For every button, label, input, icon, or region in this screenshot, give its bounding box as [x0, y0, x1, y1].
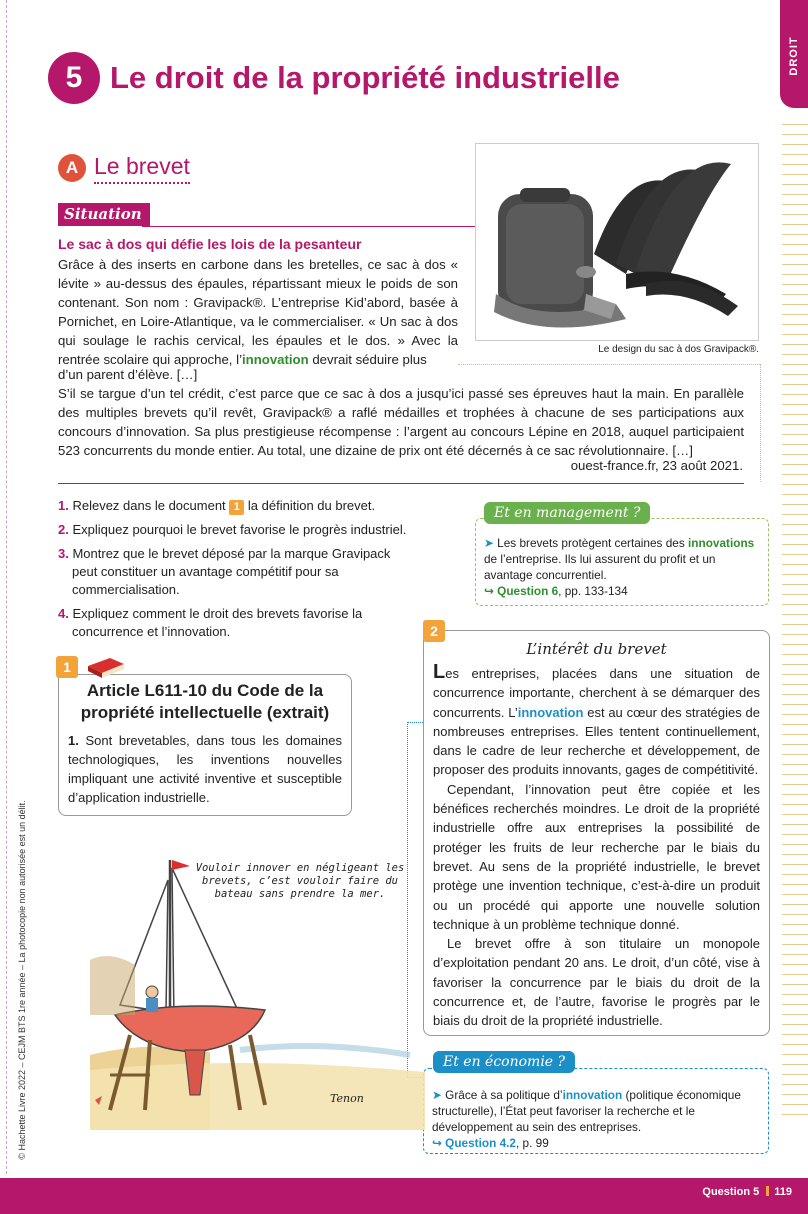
footer-label: Question 5 119	[702, 1186, 792, 1198]
copyright-notice: © Hachette Livre 2022 – CEJM BTS 1re année – La photocopie non autorisée est un délit.	[17, 800, 27, 1160]
question-4: 4. Expliquez comment le droit des brevets favorise la concurrence et l’innovation.	[58, 606, 363, 639]
document-2-title: L’intérêt du brevet	[526, 640, 667, 658]
document-1-title: Article L611-10 du Code de la propriété intellectuelle (extrait)	[80, 681, 330, 722]
page-number: 119	[774, 1186, 792, 1198]
keyword-innovation: innovation	[517, 704, 584, 720]
gravipack-photo	[475, 143, 759, 341]
doc-badge: 1	[229, 500, 244, 515]
cartoon-signature: Tenon	[330, 1092, 364, 1105]
footer-bar	[0, 1178, 808, 1214]
left-margin-dots	[6, 0, 7, 1174]
question-1: 1. Relevez dans le document 1 la définition du brevet.	[58, 498, 376, 513]
section-letter: A	[58, 154, 86, 182]
cartoon-caption: Vouloir innover en négligeant les brevets, c’est vouloir faire du bateau sans prendre la mer.	[195, 862, 405, 900]
document-1-number: 1	[56, 656, 78, 678]
management-label: Et en management ?	[484, 502, 650, 524]
situation-rule	[142, 226, 475, 227]
document-2-text: Les entreprises, placées dans une situation de concurrence importante, cherchent à se démarquer des concurrents. L’innovation est au cœur des stratégies de nombreuses entreprises. Elles tentent continuellement, dans le cadre de leur recherche et développement, de proposer des produits innovants, gages de compétitivité. Cependant, l’innovation peut être copiée et les bénéfices recherchés moindres. Le droit de la propriété industrielle offre aux entreprises la possibilité de protéger les fruits de leur recherche par le biais du brevet. Au sens de la propriété industrielle, le brevet protège une invention technique, c’est-à-dire un produit ou un procédé qui apporte une nouvelle solution technique à un problème technique donné. Le brevet offre à son titulaire un monopole d’exploitation pendant 20 ans. Le droit, d’un côté, vise à favoriser la concurrence par le biais du droit de la concurrence et, de l’autre, favorise le progrès par le biais du droit de la propriété industrielle.	[433, 661, 760, 1029]
dotted-connector	[407, 722, 423, 723]
right-margin-lines	[782, 115, 808, 1115]
cross-reference-link[interactable]: ↪ Question 6	[484, 584, 559, 598]
backpack-illustration	[476, 144, 759, 341]
separator-rule	[58, 483, 744, 484]
chevron-right-icon: ➤	[484, 536, 494, 550]
dotted-connector	[458, 364, 760, 365]
management-text: ➤ Les brevets protègent certaines des innovations de l’entreprise. Ils lui assurent du profit et un avantage concurrentiel. ↪ Question 6, pp. 133-134	[484, 536, 755, 598]
chapter-title: Le droit de la propriété industrielle	[110, 60, 620, 95]
questions-list	[58, 497, 418, 647]
economy-text: ➤ Grâce à sa politique d’innovation (politique économique structurelle), l’État peut favoriser la recherche et le développement au sein des entreprises. ↪ Question 4.2, p. 99	[432, 1088, 741, 1150]
situation-source: ouest-france.fr, 23 août 2021.	[570, 458, 743, 473]
code-book-icon	[86, 656, 126, 680]
situation-paragraph-1: Grâce à des inserts en carbone dans les bretelles, ce sac à dos « lévite » au-dessus des épaules, répartissant mieux le poids de son contenant. Son nom : Gravipack®. L’entreprise Kid’abord, basée à Pornichet, en Loire-Atlantique, va le commercialiser. « Un sac à dos qui soulage le rachis cervical, les épaules et le dos. » Avec la rentrée scolaire qui approche, l’innovation devrait séduire plus	[58, 257, 458, 367]
chevron-right-icon: ➤	[432, 1088, 442, 1102]
question-3: 3. Montrez que le brevet déposé par la marque Gravipack peut constituer un avantage compétitif pour sa commercialisation.	[58, 546, 391, 597]
situation-doc-title: Le sac à dos qui défie les lois de la pesanteur	[58, 236, 362, 252]
keyword-innovation: innovation	[242, 352, 309, 367]
document-1-text: 1. Sont brevetables, dans tous les domaines technologiques, les inventions nouvelles impliquant une activité inventive et susceptible d’application industrielle.	[68, 733, 342, 805]
chapter-number: 5	[48, 52, 100, 104]
situation-label: Situation	[58, 203, 150, 226]
situation-paragraph-1-end: d’un parent d’élève. […]	[58, 367, 198, 382]
situation-paragraph-2: S’il se targue d’un tel crédit, c’est parce que ce sac à dos a jusqu’ici passé ses épreuves haut la main. En parallèle des multiples brevets qu’il revêt, Gravipack® a raflé médailles et trophées à chacune de ses participations aux concours d’innovation. Sa plus prestigieuse récompense : l’argent au concours Lépine en 2018, auquel participaient 523 concurrents du monde entier. Au total, une dizaine de prix ont été décernés à ce sac révolutionnaire. […]	[58, 386, 744, 458]
question-2: 2. Expliquez pourquoi le brevet favorise le progrès industriel.	[58, 522, 407, 537]
economy-label: Et en économie ?	[433, 1051, 575, 1073]
document-2-number: 2	[423, 620, 445, 642]
dotted-connector	[760, 364, 761, 482]
side-tab: DROIT	[780, 0, 808, 108]
photo-caption: Le design du sac à dos Gravipack®.	[598, 344, 759, 355]
section-title: Le brevet	[94, 153, 190, 184]
cross-reference-link[interactable]: ↪ Question 4.2	[432, 1136, 516, 1150]
